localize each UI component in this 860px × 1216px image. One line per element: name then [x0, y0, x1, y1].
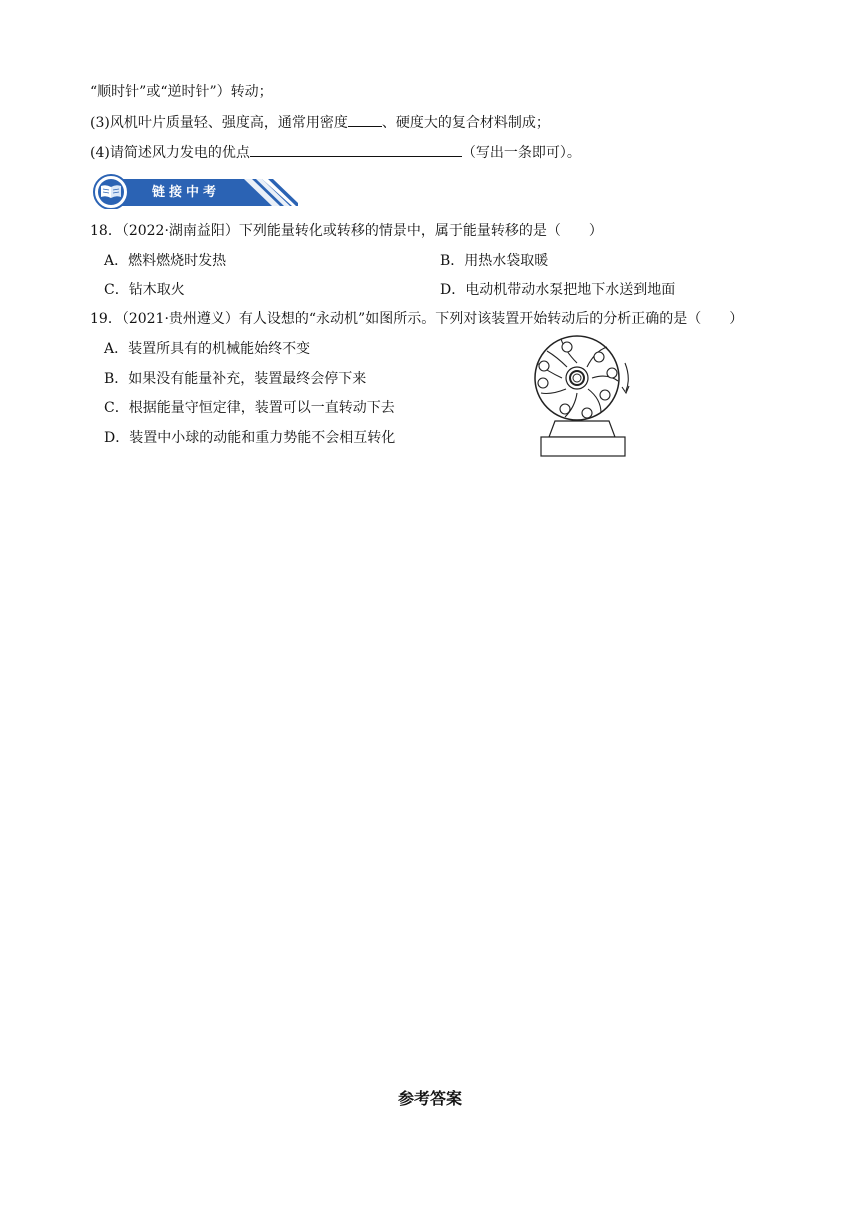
- subquestion-3-prefix: (3)风机叶片质量轻、强度高，通常用密度: [90, 115, 348, 131]
- open-book-icon: [101, 185, 121, 198]
- question-18-option-c[interactable]: C．钻木取火: [104, 282, 185, 298]
- subquestion-3: [90, 112, 550, 133]
- question-19-option-d[interactable]: D．装置中小球的动能和重力势能不会相互转化: [104, 430, 396, 446]
- question-18-option-d[interactable]: D．电动机带动水泵把地下水送到地面: [440, 282, 676, 298]
- question-19-option-b[interactable]: B．如果没有能量补充，装置最终会停下来: [104, 371, 367, 387]
- question-continuation-line: [90, 82, 273, 102]
- question-18-stem: 18．（2022·湖南益阳）下列能量转化或转移的情景中，属于能量转移的是（ ）: [90, 223, 603, 239]
- subquestion-3-suffix: 、硬度大的复合材料制成；: [381, 115, 550, 131]
- banner-label: 链接中考: [152, 185, 221, 200]
- continuation-text: “顺时针”或“逆时针”）转动；: [90, 84, 273, 100]
- subquestion-4-suffix: （写出一条即可）。: [461, 145, 581, 161]
- question-19-option-c[interactable]: C．根据能量守恒定律，装置可以一直转动下去: [104, 400, 395, 416]
- question-18-option-b[interactable]: B．用热水袋取暖: [440, 253, 549, 269]
- question-19-option-a[interactable]: A．装置所具有的机械能始终不变: [104, 341, 311, 357]
- answer-section-title: 参考答案: [397, 1089, 462, 1108]
- answer-blank[interactable]: [348, 112, 382, 127]
- subquestion-4-prefix: (4)请简述风力发电的优点: [90, 145, 250, 161]
- subquestion-4: [90, 142, 581, 163]
- section-banner: [92, 173, 298, 209]
- answer-blank[interactable]: [250, 142, 462, 157]
- question-19-stem: 19．（2021·贵州遵义）有人设想的“永动机”如图所示。下列对该装置开始转动后的分析正确的是（ ）: [90, 311, 744, 327]
- perpetual-motion-machine-figure: [525, 333, 640, 458]
- question-18-option-a[interactable]: A．燃料燃烧时发热: [104, 253, 227, 269]
